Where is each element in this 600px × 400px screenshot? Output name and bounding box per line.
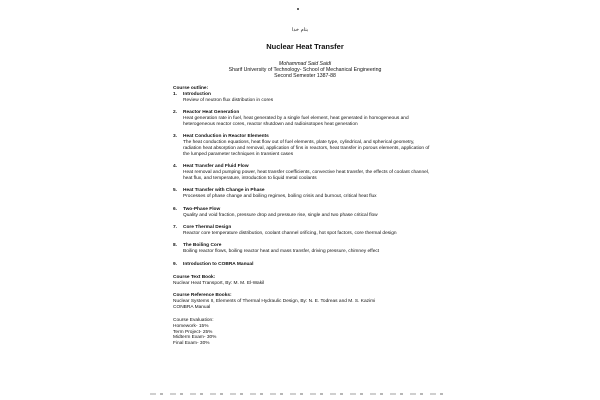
document-body xyxy=(173,86,433,346)
document-header xyxy=(150,42,460,80)
outline-item-number: 6. xyxy=(173,206,178,212)
reference-books-heading: Course Reference Books: xyxy=(173,293,232,299)
outline-item-title: The Boiling Core xyxy=(183,243,222,249)
outline-item-description: Quality and void fraction, pressure drop and pressure rise, single and two phase critical flow xyxy=(183,212,378,218)
reference-books-section xyxy=(173,293,433,311)
affiliation: Sharif University of Technology- School of Mechanical Engineering xyxy=(228,67,382,74)
outline-item-number: 4. xyxy=(173,164,178,170)
outline-item-number: 9. xyxy=(173,261,178,267)
outline-item xyxy=(173,262,433,268)
outline-item-title: Heat Conduction in Reactor Elements xyxy=(183,134,269,140)
outline-item xyxy=(173,134,433,157)
outline-item xyxy=(173,207,433,219)
text-book-heading: Course Text Book: xyxy=(173,274,216,280)
author-name: Mohammad Said Saidi xyxy=(278,61,332,67)
outline-item xyxy=(173,188,433,200)
evaluation-line: Final Exam- 30% xyxy=(173,340,210,346)
outline-item-number: 3. xyxy=(173,134,178,140)
outline-item-number: 1. xyxy=(173,92,178,97)
text-book: Nuclear Heat Transport, By: M. M. El-Wakil xyxy=(173,280,265,286)
semester: Second Semester 1387-88 xyxy=(274,73,336,80)
outline-item-description: Processes of phase change and boiling regimes, boiling crisis and burnout, critical heat flux xyxy=(183,194,377,200)
outline-item-description: The heat conduction equations, heat flow out of fuel elements, plate type, cylindrical, and spherical geometry, radiation heat absorption and removal, application of fins in reactors, heat transfer in porous elements, application of the lumped parameter techniques in transient cases xyxy=(183,140,430,157)
outline-item-number: 5. xyxy=(173,188,178,194)
outline-item xyxy=(173,164,433,182)
evaluation-line: Term Project- 25% xyxy=(173,329,213,335)
outline-heading: Course outline: xyxy=(173,86,209,91)
outline-item-title: Introduction xyxy=(183,92,211,97)
outline-item-description: Reactor core temperature distribution, coolant channel orificing, hot spot factors, core thermal design xyxy=(183,230,397,236)
outline-item-title: Heat Transfer and Fluid Flow xyxy=(183,164,249,170)
outline-item-description: Heat removal and pumping power, heat transfer coefficients, convective heat transfer, the effects of coolant channel, heat flux, and temperature, introduction to liquid metal coolants xyxy=(183,170,430,182)
evaluation-heading: Course Evaluation: xyxy=(173,317,214,323)
outline-item xyxy=(173,110,433,128)
outline-item-description: Heat generation rate in fuel, heat generated by a single fuel element, heat generated in homogeneous and heterogeneous reactor cores, reactor shutdown and radioisotopes heat generation xyxy=(183,116,409,128)
document-title: Nuclear Heat Transfer xyxy=(266,42,344,51)
outline-item-number: 2. xyxy=(173,110,178,116)
outline-item-title: Introduction to COBRA Manual xyxy=(183,261,254,267)
reference-book-2: CONBRA Manual xyxy=(173,305,211,311)
outline-item-description: Boiling reactor flows, boiling reactor heat and mass transfer, driving pressure, chimney effect xyxy=(183,249,380,255)
outline-item xyxy=(173,243,433,255)
scan-artifact xyxy=(150,393,450,395)
reference-book-1: Nuclear Systems II, Elements of Thermal Hydraulic Design, By: N. E. Todreas and M. S. Kazimi xyxy=(173,299,376,305)
evaluation-line: Homework- 15% xyxy=(173,323,209,329)
outline-item-number: 8. xyxy=(173,243,178,249)
evaluation-line: Midterm Exam- 30% xyxy=(173,335,217,341)
outline-item xyxy=(173,225,433,237)
outline-item-description: Review of neutron flux distribution in cores xyxy=(183,98,274,103)
speck xyxy=(297,8,299,10)
bismillah-header: بنام خدا xyxy=(291,27,309,33)
outline-item-title: Reactor Heat Generation xyxy=(183,110,240,116)
outline-item-title: Core Thermal Design xyxy=(183,224,232,230)
outline-item-number: 7. xyxy=(173,224,178,230)
text-book-section xyxy=(173,275,433,287)
evaluation-section xyxy=(173,318,433,346)
outline-item-title: Heat Transfer with Change in Phase xyxy=(183,188,265,194)
outline-item xyxy=(173,92,433,104)
outline-item-title: Two-Phase Flow xyxy=(183,206,221,212)
